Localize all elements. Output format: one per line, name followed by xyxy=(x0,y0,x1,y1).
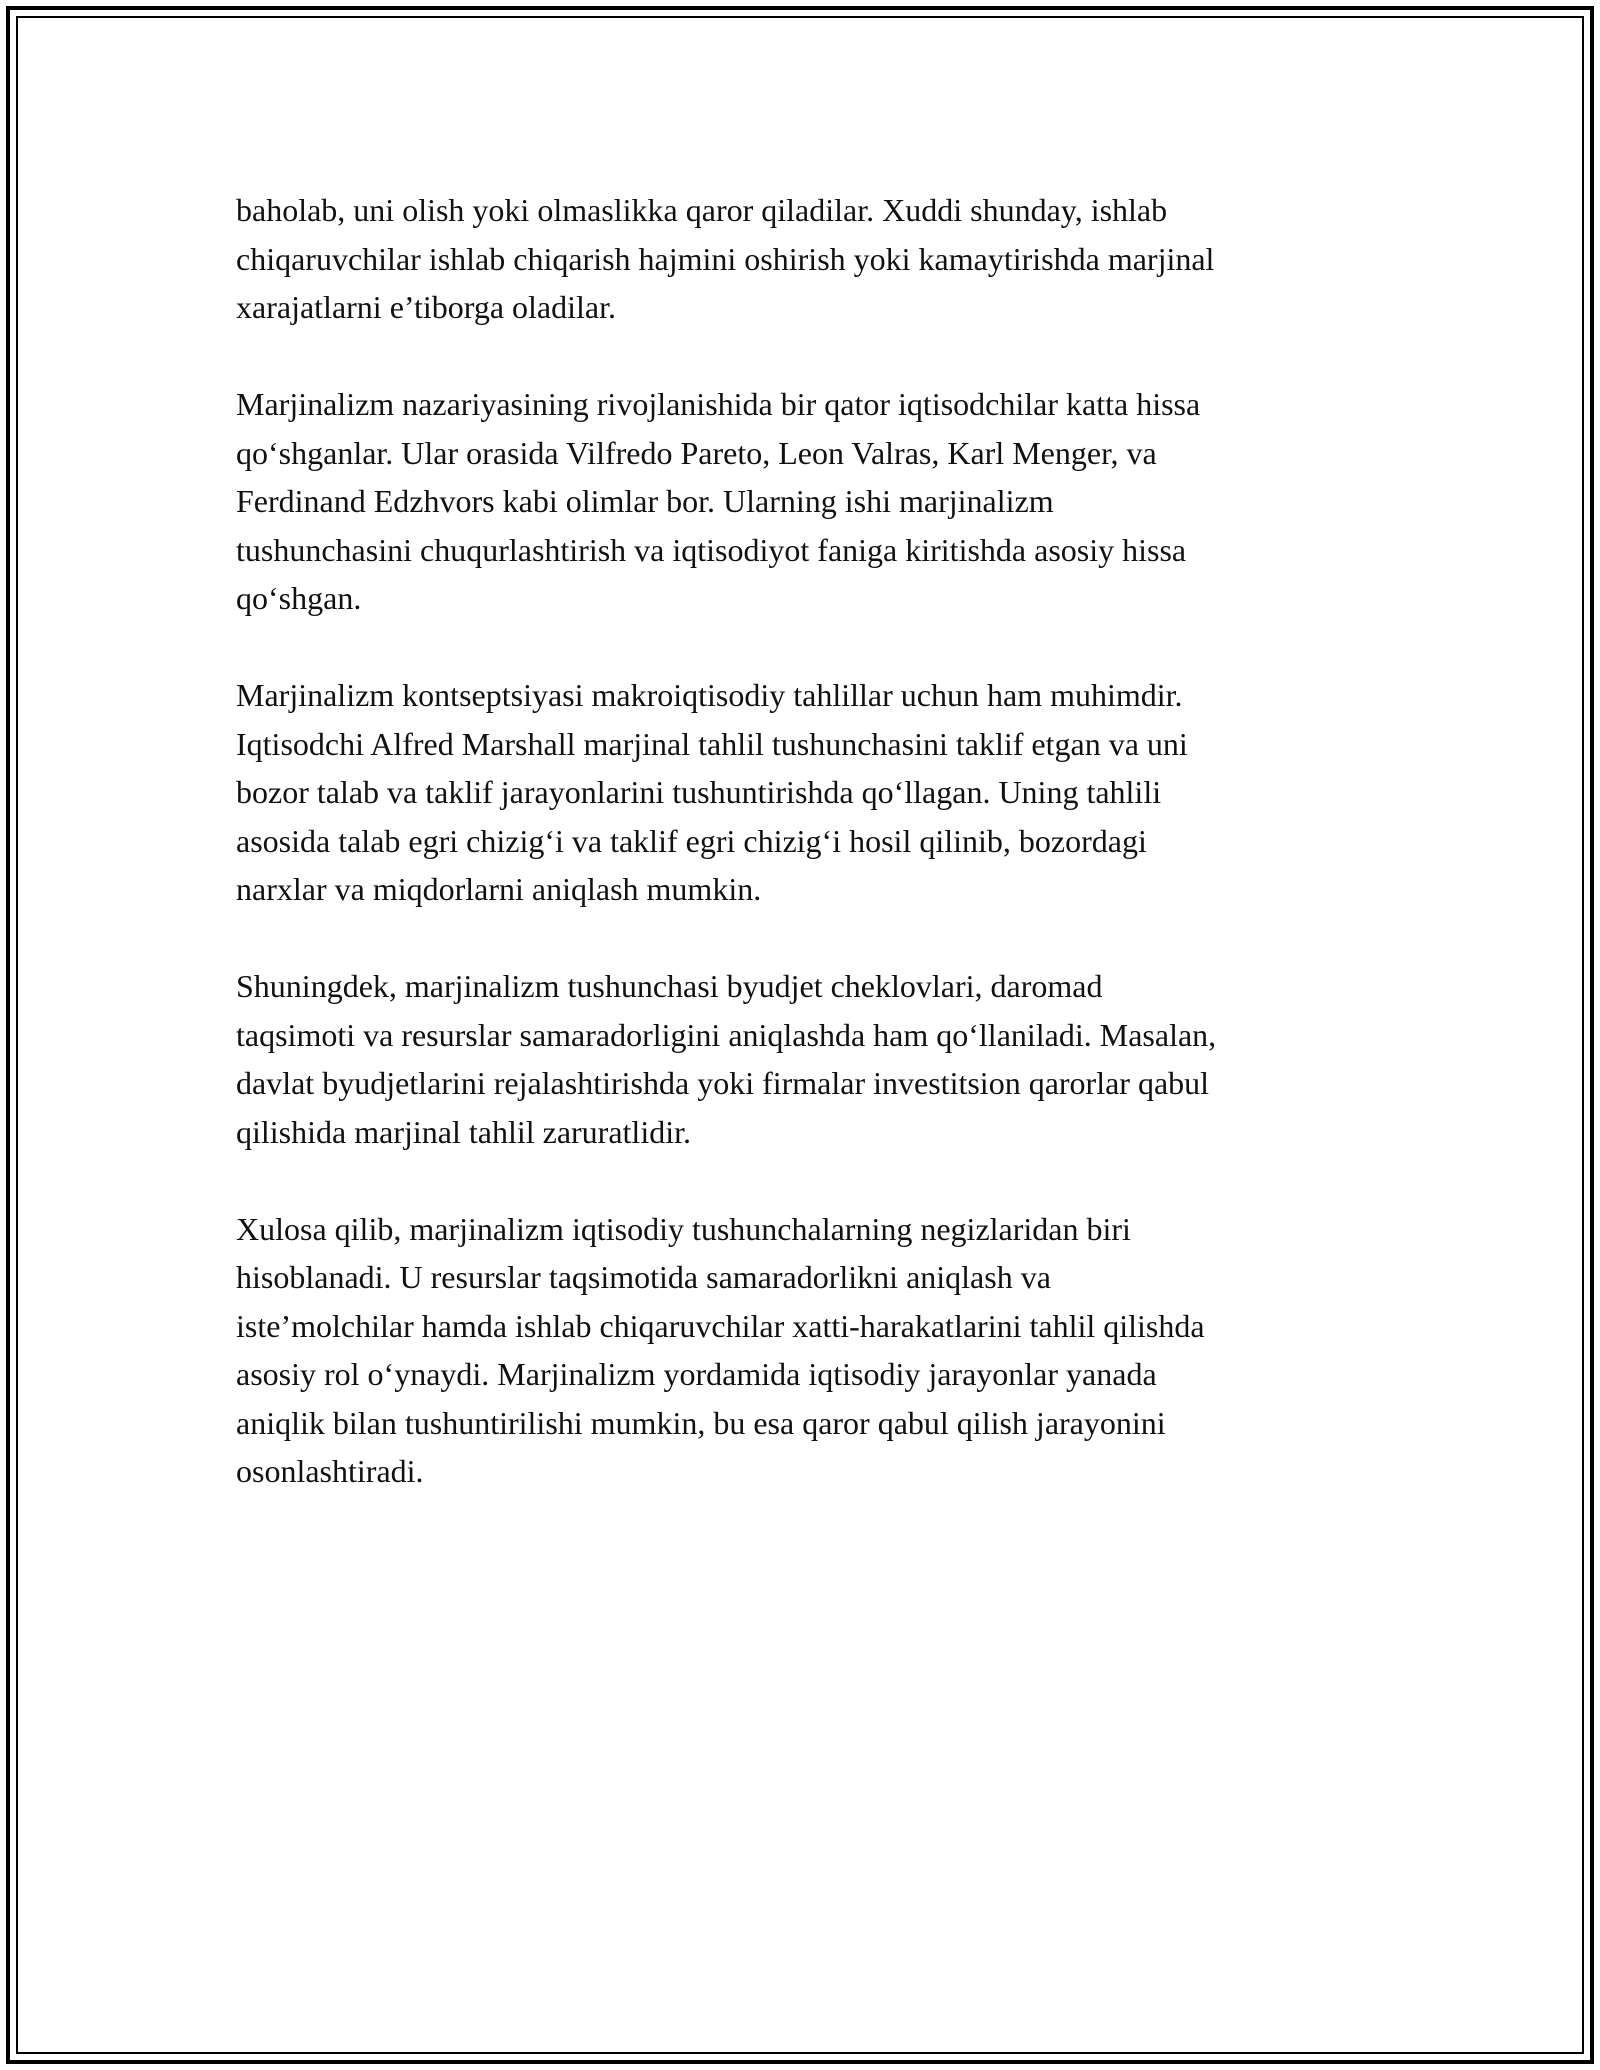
document-body xyxy=(236,186,1376,1544)
text-line: Ferdinand Edzhvors kabi olimlar bor. Ularning ishi marjinalizm xyxy=(236,483,1054,519)
text-line: aniqlik bilan tushuntirilishi mumkin, bu esa qaror qabul qilish jarayonini xyxy=(236,1404,1166,1441)
text-line: narxlar va miqdorlarni aniqlash mumkin. xyxy=(236,871,762,907)
paragraph-4 xyxy=(236,962,1376,1156)
text-line: baholab, uni olish yoki olmaslikka qaror qiladilar. Xuddi shunday, ishlab xyxy=(236,192,1168,228)
paragraph-2 xyxy=(236,380,1376,623)
text-line: Marjinalizm kontseptsiyasi makroiqtisodiy tahlillar uchun ham muhimdir. xyxy=(236,677,1183,713)
text-line: Iqtisodchi Alfred Marshall marjinal tahlil tushunchasini taklif etgan va uni xyxy=(236,725,1188,762)
text-line: taqsimoti va resurslar samaradorligini aniqlashda ham qo‘llaniladi. Masalan, xyxy=(236,1016,1217,1053)
paragraph-3 xyxy=(236,671,1376,914)
text-line: hisoblanadi. U resurslar taqsimotida samaradorlikni aniqlash va xyxy=(236,1259,1051,1295)
text-line: Xulosa qilib, marjinalizm iqtisodiy tushunchalarning negizlaridan biri xyxy=(236,1210,1131,1247)
paragraph-1 xyxy=(236,186,1376,332)
text-line: davlat byudjetlarini rejalashtirishda yoki firmalar investitsion qarorlar qabul xyxy=(236,1065,1210,1101)
text-line: tushunchasini chuqurlashtirish va iqtisodiyot faniga kiritishda asosiy hissa xyxy=(236,531,1187,568)
text-line: Shuningdek, marjinalizm tushunchasi byudjet cheklovlari, daromad xyxy=(236,968,1103,1004)
text-line: asosida talab egri chizig‘i va taklif egri chizig‘i hosil qilinib, bozordagi xyxy=(236,822,1147,859)
text-line: qilishida marjinal tahlil zaruratlidir. xyxy=(236,1113,691,1150)
text-line: asosiy rol o‘ynaydi. Marjinalizm yordamida iqtisodiy jarayonlar yanada xyxy=(236,1356,1157,1392)
text-line: iste’molchilar hamda ishlab chiqaruvchilar xatti-harakatlarini tahlil qilishda xyxy=(236,1307,1205,1344)
text-line: xarajatlarni e’tiborga oladilar. xyxy=(236,289,616,325)
text-line: qo‘shganlar. Ular orasida Vilfredo Pareto, Leon Valras, Karl Menger, va xyxy=(236,434,1157,471)
text-line: osonlashtiradi. xyxy=(236,1453,424,1489)
text-line: chiqaruvchilar ishlab chiqarish hajmini oshirish yoki kamaytirishda marjinal xyxy=(236,240,1215,277)
text-line: bozor talab va taklif jarayonlarini tushuntirishda qo‘llagan. Uning tahlili xyxy=(236,774,1162,810)
paragraph-5 xyxy=(236,1205,1376,1496)
text-line: qo‘shgan. xyxy=(236,580,362,616)
text-line: Marjinalizm nazariyasining rivojlanishida bir qator iqtisodchilar katta hissa xyxy=(236,386,1201,422)
